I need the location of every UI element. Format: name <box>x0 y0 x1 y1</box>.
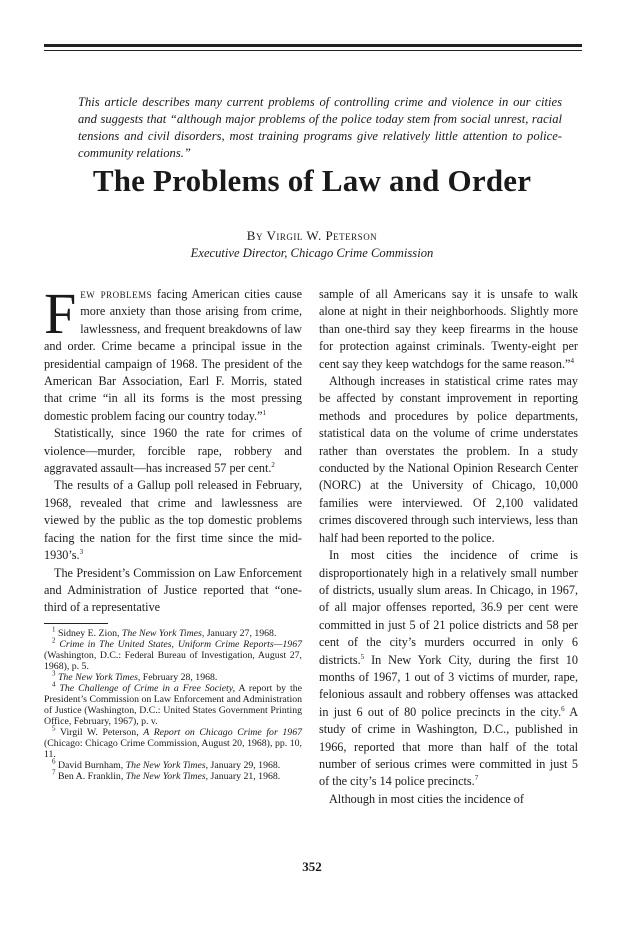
footnote-ref[interactable]: 4 <box>570 356 574 365</box>
footnote-text: Ben A. Franklin, <box>57 770 126 782</box>
footnote-6 <box>44 757 302 771</box>
paragraph-7-text: In most cities the incidence of crime is disproportionately high in a relatively small number of districts, usually slum areas. In Chicago, in 1967, of all major offenses reported, 36.9 per cent were committed in just 5 of 21 police districts and 58 per cent of the city’s murders occurred in only 6 districts. <box>319 548 578 667</box>
footnote-3 <box>44 669 302 683</box>
paragraph-8 <box>319 791 578 808</box>
footnote-4 <box>44 680 302 727</box>
footnote-number: 3 <box>52 669 56 678</box>
footnote-7 <box>44 768 302 782</box>
paragraph-5-text: sample of all Americans say it is unsafe to walk alone at night in their neighborhoods. Slightly more than one-third say they keep firearms in the house for protection against criminals. Twenty-eight per cent say they keep watchdogs for the same reason.” <box>319 287 578 371</box>
footnote-text: Sidney E. Zion, <box>57 627 122 639</box>
footnote-number: 2 <box>52 636 56 645</box>
footnote-1 <box>44 625 302 639</box>
footnote-source: The New York Times, <box>57 671 141 683</box>
footnote-text: A report by the President’s Commission on Law Enforcement and Administration of Justice (Washington, D.C.: United States Government Printing Office, February, 1967), p. v. <box>44 682 302 727</box>
paragraph-3-text: The results of a Gallup poll released in February, 1968, revealed that crime and lawlessness are viewed by the public as the top domestic problems facing the nation for the first time since the mid-1930’s. <box>44 478 302 563</box>
footnote-source: The New York Times, <box>125 759 209 771</box>
article-title: The Problems of Law and Order <box>92 163 532 198</box>
footnote-ref[interactable]: 6 <box>561 704 565 713</box>
paragraph-1-text: facing American cities cause more anxiety than those arising from crime, lawlessness, and frequent breakdowns of law and order. Crime became a principal issue in the presidential campaign of 1968. The president of the American Bar Association, Earl F. Morris, stated that crime “in all its forms is the most pressing domestic problem facing our country today.” <box>44 287 302 423</box>
paragraph-6 <box>319 373 578 547</box>
footnote-number: 5 <box>52 724 56 733</box>
footnote-number: 6 <box>52 757 56 766</box>
paragraph-6-text: Although increases in statistical crime rates may be affected by constant improvement in reporting methods and procedures by police departments, statistical data on the volume of crime understates rather than overstates the problem. In a study conducted by the National Opinion Research Center (NORC) at the University of Chicago, 10,000 families were interviewed. Of 2,100 validated crimes discovered through such interviews, less than half had been reported to the police. <box>319 374 578 545</box>
paragraph-2 <box>44 425 302 477</box>
paragraph-2-text: Statistically, since 1960 the rate for crimes of violence—murder, forcible rape, robbery and aggravated assault—has increased 57 per cent. <box>44 426 302 476</box>
paragraph-7 <box>319 547 578 791</box>
footnote-text: February 28, 1968. <box>140 671 218 683</box>
header-rule-thick <box>44 44 582 47</box>
paragraph-7-text: A study of crime in Washington, D.C., published in 1966, reported that more than half of the total number of serious crimes were committed in just 5 of the city’s 14 police precincts. <box>319 704 578 789</box>
footnote-text: (Chicago: Chicago Crime Commission, August 20, 1968), pp. 10, 11. <box>44 737 302 760</box>
lead-smallcaps: ew problems <box>80 287 153 301</box>
footnote-text: January 29, 1968. <box>208 759 281 771</box>
header-rules <box>44 44 582 51</box>
drop-cap: F <box>44 281 77 346</box>
right-column <box>319 286 578 808</box>
article-abstract: This article describes many current problems of controlling crime and violence in our cities and suggests that “although major problems of the police today stem from social unrest, racial tensions and civil disorders, most training programs give relatively little attention to police-community relations.” <box>78 95 562 160</box>
paragraph-8-text: Although in most cities the incidence of <box>329 791 524 806</box>
footnote-text: January 21, 1968. <box>208 770 281 782</box>
footnote-source: Crime in The United States, Uniform Crime Reports—1967 <box>59 638 302 650</box>
footnote-ref[interactable]: 2 <box>271 461 275 469</box>
footnote-5 <box>44 724 302 760</box>
author-byline: By Virgil W. Peterson <box>246 228 378 243</box>
paragraph-4 <box>44 565 302 617</box>
footnote-text: (Washington, D.C.: Federal Bureau of Investigation, August 27, 1968), p. 5. <box>44 649 302 672</box>
footnote-number: 1 <box>52 625 56 634</box>
footnote-text: David Burnham, <box>57 759 126 771</box>
footnotes <box>44 625 302 782</box>
footnote-number: 7 <box>52 768 56 777</box>
footnote-source: The New York Times, <box>121 627 205 639</box>
header-rule-thin <box>44 50 582 51</box>
footnote-ref[interactable]: 1 <box>262 408 267 417</box>
footnote-rule <box>44 623 108 624</box>
author-affiliation: Executive Director, Chicago Crime Commission <box>190 246 434 260</box>
footnote-source: The New York Times, <box>125 770 209 782</box>
paragraph-7-text: In New York City, during the first 10 months of 1967, 1 out of 3 victims of murder, rape, felonious assault and robbery offenses was attacked in just 6 out of 80 police precincts in the city. <box>319 652 578 719</box>
footnote-ref[interactable]: 5 <box>360 652 365 661</box>
footnote-text: Virgil W. Peterson, <box>59 726 144 738</box>
footnote-source: The Challenge of Crime in a Free Society, <box>59 682 236 694</box>
footnote-source: A Report on Chicago Crime for 1967 <box>143 726 302 738</box>
footnote-text: January 27, 1968. <box>204 627 277 639</box>
footnote-ref[interactable]: 7 <box>474 774 479 783</box>
footnote-2 <box>44 636 302 672</box>
page-number: 352 <box>302 859 322 874</box>
paragraph-1 <box>44 281 302 425</box>
paragraph-3 <box>44 477 302 564</box>
footnote-ref[interactable]: 3 <box>79 548 84 557</box>
paragraph-4-text: The President’s Commission on Law Enforcement and Administration of Justice reported that “one-third of a representative <box>44 565 302 615</box>
left-column <box>44 281 302 782</box>
paragraph-5 <box>319 286 578 373</box>
footnote-number: 4 <box>52 680 56 689</box>
